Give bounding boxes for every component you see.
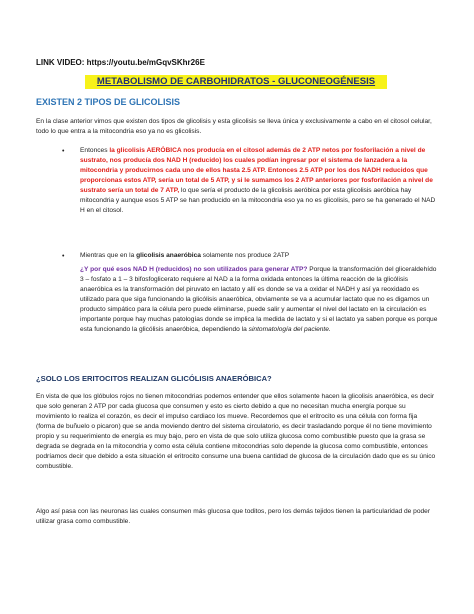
section-heading-glicolisis-types: EXISTEN 2 TIPOS DE GLICOLISIS xyxy=(36,97,181,107)
video-link[interactable]: LINK VIDEO: https://youtu.be/mGqvSKhr26E xyxy=(36,58,205,67)
bullet-anaerobic-post: solamente nos produce 2ATP xyxy=(200,252,290,259)
bullet-anaerobic-bold: glicolisis anaeróbica xyxy=(136,252,201,259)
bullet-dot-icon: • xyxy=(62,148,65,155)
page-title: METABOLISMO DE CARBOHIDRATOS - GLUCONEOGÉNESIS xyxy=(85,75,387,89)
nadh-answer-italic: sintomatología del paciente. xyxy=(248,326,331,333)
eritrocitos-paragraph: En vista de que los glóbulos rojos no tienen mitocondrias podemos entender que ellos solamente hacen la glicolisis anaeróbica, es decir que solo generan 2 ATP por cada glucosa que consumen y esto es cierto debido a que no necesitan mucha energía porque su movimiento lo realiza el corazón, es decir el impulso cardiaco los mueve. Recordemos que el eritrocito es una célula con forma fija (forma de buñuelo o picaron) que se anda moviendo dentro del sistema circulatorio, es decir trasladando porque él no tiene movimiento propio y su requerimiento de energía es muy bajo, pero en vista de que solo utiliza glucosa como combustible puesto que la grasa se degrada se degrada en la mitocondria y como esta célula contiene mitocondrias solo depende la glucosa como combustible, entonces podríamos decir que debido a esta situación el eritrocito consume una buena cantidad de glucosa de la circulación dado que es su único combustible. xyxy=(36,393,436,470)
nadh-question-paragraph xyxy=(80,265,440,335)
bullet-aerobic-paragraph xyxy=(80,146,440,216)
intro-paragraph: En la clase anterior vimos que existen dos tipos de glicolisis y esta glicolisis se lleva única y exclusivamente a cabo en el citosol celular, todo lo que entra a la mitocondria eso ya no es glicolisis. xyxy=(36,118,432,135)
bullet-dot-icon: • xyxy=(62,253,65,260)
neuronas-paragraph: Algo así pasa con las neuronas las cuales consumen más glucosa que toditos, pero los demás tejidos tienen la particularidad de poder utilizar grasa como combustible. xyxy=(36,508,431,525)
bullet-anaerobic-pre: Mientras que en la xyxy=(80,252,137,259)
nadh-answer: Porque la transformación del gliceraldehído 3 – fosfato a 1 – 3 bifosfoglicerato requiere al NAD a la forma oxidada entonces la última reacción de la glicólisis anaeróbica es la transformación del piruvato en lactato y allí es donde se va a oxidar el NADH y así ya reoxidado es utilizado para que siga funcionando la glicólisis anaeróbica, obviamente se va a acumular lactato que no es digamos un producto simpático para la célula pero puede eliminarse, puede salir y aumentar el nivel del lactato en la circulación es importante porque hay muchas patologías donde se implica la medida de lactato y si el lactato ya saben porque es porque esta funcionando la glicólisis anaeróbica, dependiendo la xyxy=(80,266,438,333)
section-heading-eritrocitos: ¿SOLO LOS ERITOCITOS REALIZAN GLICÓLISIS ANAERÓBICA? xyxy=(36,374,272,383)
bullet-aerobic-highlight: la glicolisis AERÓBICA nos producía en el citosol además de 2 ATP netos por fosforilación a nivel de sustrato, nos producía dos NAD H (reducido) los cuales podían ingresar por el sistema de lanzadera a la mitocondria y producirnos cada uno de ellos hasta 2.5 ATP. Entonces 2.5 ATP por los dos NADH reducidos que proporcionas estos ATP, sería un total de 5 ATP, y si le sumamos los 2 ATP anteriores por fosforilación a nivel de sustrato sería un total de 7 ATP, xyxy=(80,147,433,194)
bullet-aerobic-pre: Entonces xyxy=(80,147,110,154)
nadh-question: ¿Y por qué esos NAD H (reducidos) no son utilizados para generar ATP? xyxy=(80,266,308,273)
bullet-aerobic-post: lo que sería el producto de la glicolisis aeróbica por esta glicolisis aeróbica hay mitocondria y aunque esos 5 ATP se han producido en la mitocondria eso ya no es glicolisis, pero se ha generado el NAD H en el citosol. xyxy=(80,187,436,214)
bullet-anaerobic-paragraph xyxy=(80,251,440,261)
